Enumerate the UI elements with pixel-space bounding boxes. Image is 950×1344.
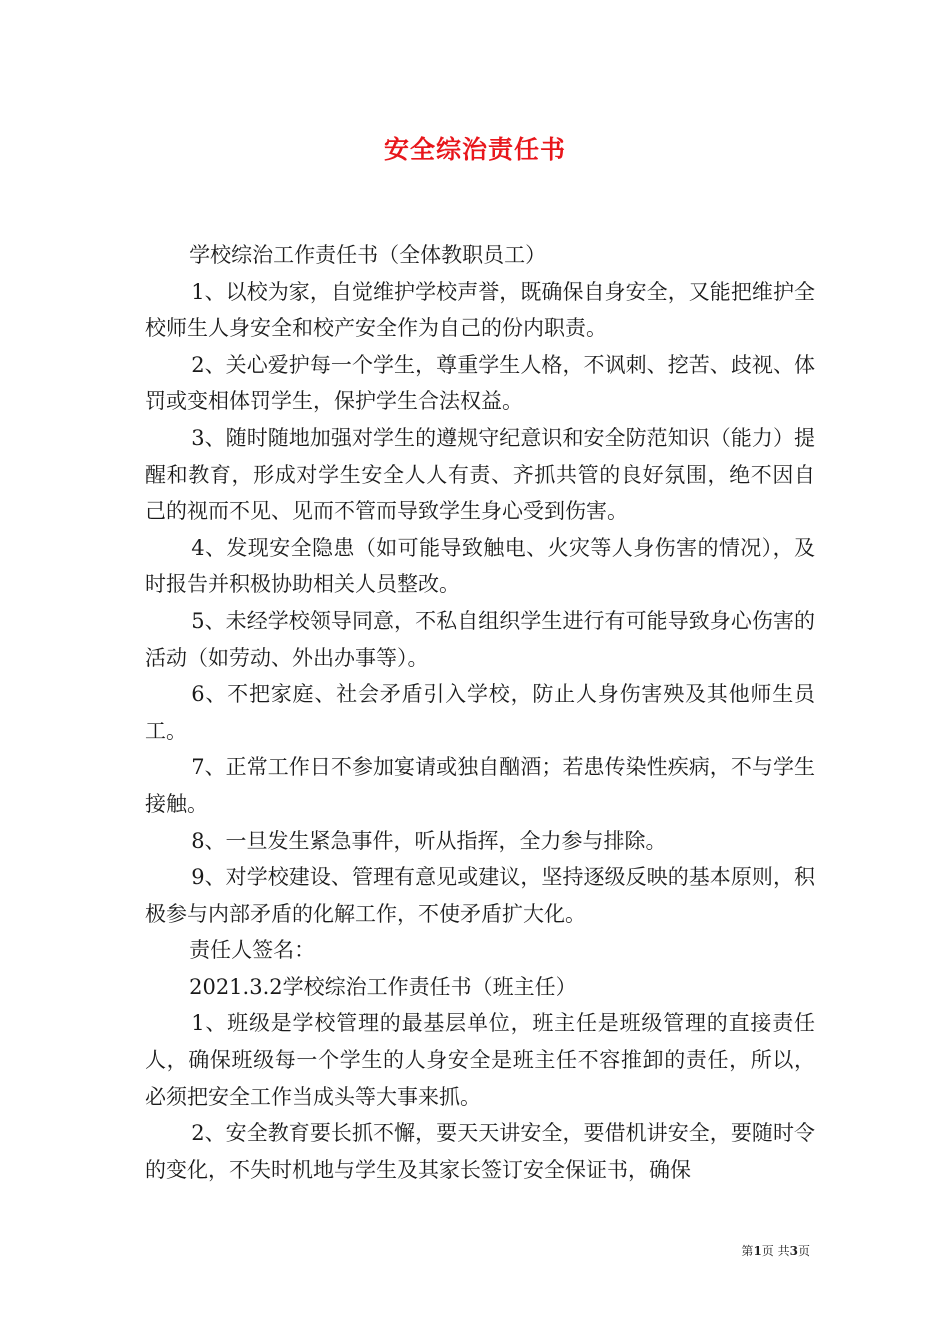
signature-line: 责任人签名： [189,938,316,963]
paragraph-1: 1、以校为家，自觉维护学校声誉，既确保自身安全，又能把维护全校师生人身安全和校产安全作为自己的份内职责。 [145,279,815,341]
paragraph-11: 2、安全教育要长抓不懈，要天天讲安全，要借机讲安全，要随时令的变化，不失时机地与学生及其家长签订安全保证书，确保 [145,1121,815,1182]
page-number-suffix: 页 [797,1244,810,1258]
section-heading-staff: 学校综治工作责任书（全体教职员工） [189,243,547,267]
paragraph-8: 8、一旦发生紧急事件，听从指挥，全力参与排除。 [191,828,667,853]
paragraph-10: 1、班级是学校管理的最基层单位，班主任是班级管理的直接责任人，确保班级每一个学生的人身安全是班主任不容推卸的责任，所以，必须把安全工作当成头等大事来抓。 [145,1011,815,1109]
current-page-number: 1 [753,1244,762,1258]
document-title: 安全综治责任书 [383,135,566,164]
page-number [700,1242,810,1260]
paragraph-3: 3、随时随地加强对学生的遵规守纪意识和安全防范知识（能力）提醒和教育，形成对学生安全人人有责、齐抓共管的良好氛围，绝不因自己的视而不见、见而不管而导致学生身心受到伤害。 [145,425,815,524]
section-heading-class-teacher: 2021.3.2学校综治工作责任书（班主任） [189,974,577,999]
paragraph-2: 2、关心爱护每一个学生，尊重学生人格，不讽刺、挖苦、歧视、体罚或变相体罚学生，保护学生合法权益。 [145,352,815,414]
paragraph-4: 4、发现安全隐患（如可能导致触电、火灾等人身伤害的情况），及时报告并积极协助相关人员整改。 [145,535,815,597]
paragraph-6: 6、不把家庭、社会矛盾引入学校，防止人身伤害殃及其他师生员工。 [145,682,815,743]
document-body [145,237,815,1188]
page-number-prefix: 第 [741,1244,754,1258]
page-number-middle: 页 共 [761,1244,790,1258]
paragraph-9: 9、对学校建设、管理有意见或建议，坚持逐级反映的基本原则，积极参与内部矛盾的化解工作，不使矛盾扩大化。 [145,865,815,926]
paragraph-5: 5、未经学校领导同意，不私自组织学生进行有可能导致身心伤害的活动（如劳动、外出办事等）。 [145,608,815,670]
total-pages-number: 3 [789,1244,798,1258]
paragraph-7: 7、正常工作日不参加宴请或独自酗酒；若患传染性疾病，不与学生接触。 [145,755,815,816]
